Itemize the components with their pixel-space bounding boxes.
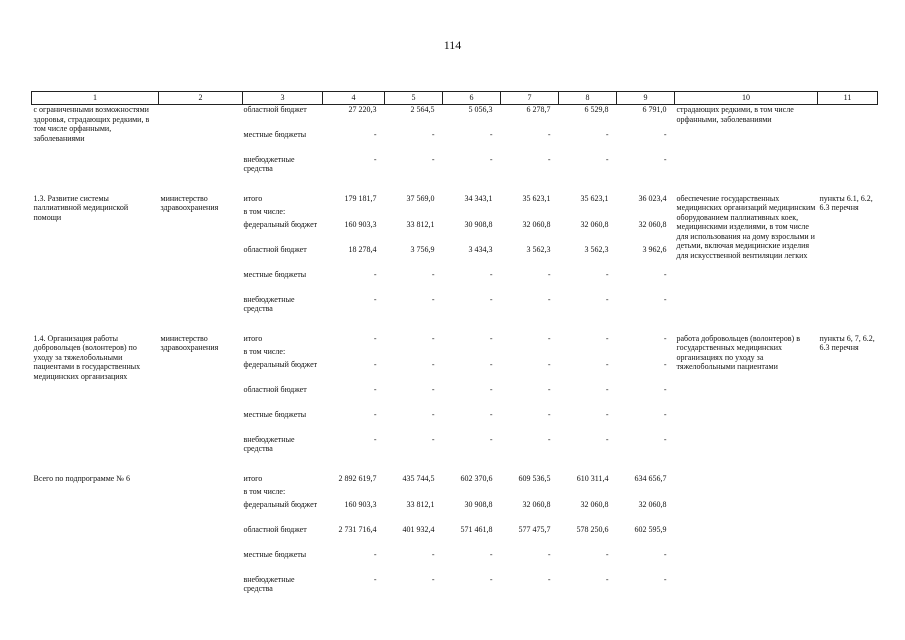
amount-cell-year-6 — [617, 347, 675, 360]
amount-cell-year-4: - — [547, 434, 551, 444]
funding-source-label: областной бюджет — [243, 524, 307, 534]
amount-cell-year-3 — [443, 487, 501, 500]
budget-table — [31, 91, 878, 600]
amount-cell-year-3: - — [489, 269, 493, 279]
funding-source-label: местные бюджеты — [243, 409, 307, 419]
amount-cell-year-4: - — [547, 549, 551, 559]
amount-cell-year-6: - — [663, 333, 667, 343]
executor-name: министерство здравоохранения — [160, 193, 219, 212]
amount-cell-year-2 — [385, 207, 443, 220]
funding-source-label: местные бюджеты — [243, 269, 307, 279]
amount-cell-year-6: - — [663, 359, 667, 369]
amount-cell-year-4: - — [547, 129, 551, 139]
amount-cell-year-4: - — [547, 154, 551, 164]
amount-cell-year-6: - — [663, 269, 667, 279]
amount-cell-year-6: - — [663, 409, 667, 419]
amount-cell-year-1: 2 892 619,7 — [338, 473, 377, 483]
funding-source-label: местные бюджеты — [243, 549, 307, 559]
amount-cell-year-3: 30 908,8 — [464, 499, 493, 509]
amount-cell-year-6: - — [663, 154, 667, 164]
funding-source-label: внебюджетные средства — [243, 434, 295, 453]
table-body — [32, 105, 878, 600]
block-spacer — [32, 320, 878, 334]
amount-cell-year-3: - — [489, 359, 493, 369]
amount-cell-year-2: - — [431, 359, 435, 369]
amount-cell-year-3 — [443, 207, 501, 220]
table-row — [32, 474, 878, 487]
funding-source-label: внебюджетные средства — [243, 574, 295, 593]
funding-source-label: областной бюджет — [243, 244, 307, 254]
amount-cell-year-5: 6 529,8 — [584, 105, 609, 114]
amount-cell-year-2 — [385, 487, 443, 500]
amount-cell-year-1: - — [373, 154, 377, 164]
expected-result — [675, 474, 818, 600]
amount-cell-year-4 — [501, 347, 559, 360]
funding-source-label: внебюджетные средства — [243, 294, 295, 313]
amount-cell-year-5: 3 562,3 — [584, 244, 609, 254]
amount-cell-year-6: - — [663, 294, 667, 304]
funding-source-label: итого — [243, 473, 263, 483]
amount-cell-year-6: - — [663, 384, 667, 394]
amount-cell-year-2: - — [431, 384, 435, 394]
amount-cell-year-5: - — [605, 549, 609, 559]
amount-cell-year-4 — [501, 207, 559, 220]
column-header-5: 5 — [385, 92, 443, 105]
block-spacer — [32, 460, 878, 474]
amount-cell-year-3: - — [489, 384, 493, 394]
amount-cell-year-6: - — [663, 549, 667, 559]
column-header-8: 8 — [559, 92, 617, 105]
column-header-2: 2 — [159, 92, 243, 105]
amount-cell-year-5: - — [605, 269, 609, 279]
amount-cell-year-4: 609 536,5 — [518, 473, 551, 483]
amount-cell-year-5: - — [605, 434, 609, 444]
amount-cell-year-3: 571 461,8 — [460, 524, 493, 534]
block-spacer — [32, 180, 878, 194]
amount-cell-year-2: 37 569,0 — [406, 193, 435, 203]
amount-cell-year-4: - — [547, 294, 551, 304]
amount-cell-year-5: - — [605, 129, 609, 139]
amount-cell-year-1: - — [373, 359, 377, 369]
amount-cell-year-1: 179 181,7 — [344, 193, 377, 203]
column-header-11: 11 — [818, 92, 878, 105]
amount-cell-year-3: 34 343,1 — [464, 193, 493, 203]
funding-source-label: в том числе: — [243, 346, 286, 356]
amount-cell-year-1: 160 903,3 — [344, 499, 377, 509]
column-header-6: 6 — [443, 92, 501, 105]
funding-source-label: областной бюджет — [243, 105, 307, 114]
amount-cell-year-4: 3 562,3 — [526, 244, 551, 254]
amount-cell-year-4: 35 623,1 — [522, 193, 551, 203]
amount-cell-year-5: 578 250,6 — [576, 524, 609, 534]
amount-cell-year-5: - — [605, 333, 609, 343]
amount-cell-year-1: 18 278,4 — [348, 244, 377, 254]
amount-cell-year-1: - — [373, 549, 377, 559]
executor-name — [159, 474, 243, 600]
amount-cell-year-5 — [559, 207, 617, 220]
amount-cell-year-5 — [559, 487, 617, 500]
expected-result: обеспечение государственных медицинских организаций медицинским оборудованием паллиативных коек, медицинскими изделиями, в том числе для использования на дому взрослыми и детьми, включая медицинские изделия для искусственной вентиляции легких — [676, 193, 816, 260]
amount-cell-year-3: - — [489, 574, 493, 584]
amount-cell-year-5: - — [605, 574, 609, 584]
amount-cell-year-3: - — [489, 549, 493, 559]
amount-cell-year-2: - — [431, 549, 435, 559]
indicator-reference — [818, 105, 878, 180]
executor-name: министерство здравоохранения — [160, 333, 219, 352]
funding-source-label: федеральный бюджет — [243, 359, 318, 369]
amount-cell-year-2: 33 812,1 — [406, 499, 435, 509]
column-header-1: 1 — [32, 92, 159, 105]
amount-cell-year-3: 3 434,3 — [468, 244, 493, 254]
amount-cell-year-2: - — [431, 129, 435, 139]
amount-cell-year-4 — [501, 487, 559, 500]
amount-cell-year-2: - — [431, 574, 435, 584]
amount-cell-year-1: - — [373, 574, 377, 584]
amount-cell-year-3: 602 370,6 — [460, 473, 493, 483]
amount-cell-year-1 — [323, 207, 385, 220]
amount-cell-year-6 — [617, 487, 675, 500]
amount-cell-year-4: - — [547, 409, 551, 419]
amount-cell-year-6: - — [663, 129, 667, 139]
amount-cell-year-2: 435 744,5 — [402, 473, 435, 483]
funding-source-label: федеральный бюджет — [243, 219, 318, 229]
amount-cell-year-4: - — [547, 359, 551, 369]
table-row — [32, 334, 878, 347]
expected-result: работа добровольцев (волонтеров) в государственных медицинских организациях по уходу за тяжелобольными пациентами — [676, 333, 800, 371]
amount-cell-year-1: - — [373, 269, 377, 279]
indicator-reference: пункты 6, 7, 6.2, 6.3 перечня — [819, 333, 875, 352]
amount-cell-year-2: 3 756,9 — [410, 244, 435, 254]
column-header-3: 3 — [243, 92, 323, 105]
amount-cell-year-2: 33 812,1 — [406, 219, 435, 229]
amount-cell-year-6 — [617, 207, 675, 220]
amount-cell-year-2: - — [431, 434, 435, 444]
amount-cell-year-5: 35 623,1 — [580, 193, 609, 203]
amount-cell-year-6: 602 595,9 — [634, 524, 667, 534]
table-row — [32, 194, 878, 207]
amount-cell-year-3: 5 056,3 — [468, 105, 493, 114]
amount-cell-year-3: - — [489, 434, 493, 444]
amount-cell-year-6: 3 962,6 — [642, 244, 667, 254]
amount-cell-year-4: 6 278,7 — [526, 105, 551, 114]
amount-cell-year-6: 32 060,8 — [638, 499, 667, 509]
amount-cell-year-4: - — [547, 384, 551, 394]
amount-cell-year-1: - — [373, 409, 377, 419]
header-row — [32, 92, 878, 105]
amount-cell-year-1: 160 903,3 — [344, 219, 377, 229]
column-header-9: 9 — [617, 92, 675, 105]
amount-cell-year-2: 2 564,5 — [410, 105, 435, 114]
amount-cell-year-1: 2 731 716,4 — [338, 524, 377, 534]
measure-name: с ограниченными возможностями здоровья, страдающих редкими, в том числе орфанными, заболеваниями — [33, 105, 150, 143]
amount-cell-year-6: - — [663, 574, 667, 584]
amount-cell-year-2: - — [431, 269, 435, 279]
amount-cell-year-2: - — [431, 294, 435, 304]
funding-source-label: местные бюджеты — [243, 129, 307, 139]
amount-cell-year-5: - — [605, 154, 609, 164]
measure-name: 1.4. Организация работы добровольцев (волонтеров) по уходу за тяжелобольными пациентами в государственных медицинских организациях — [33, 333, 141, 381]
amount-cell-year-1 — [323, 487, 385, 500]
amount-cell-year-3: 30 908,8 — [464, 219, 493, 229]
amount-cell-year-6: - — [663, 434, 667, 444]
amount-cell-year-6: 634 656,7 — [634, 473, 667, 483]
funding-source-label: итого — [243, 333, 263, 343]
funding-source-label: итого — [243, 193, 263, 203]
funding-source-label: федеральный бюджет — [243, 499, 318, 509]
amount-cell-year-4: - — [547, 333, 551, 343]
executor-name — [159, 105, 243, 180]
amount-cell-year-6: 32 060,8 — [638, 219, 667, 229]
amount-cell-year-3 — [443, 347, 501, 360]
amount-cell-year-2 — [385, 347, 443, 360]
amount-cell-year-3: - — [489, 409, 493, 419]
expected-result: страдающих редкими, в том числе орфанными, заболеваниями — [676, 105, 794, 124]
amount-cell-year-3: - — [489, 154, 493, 164]
amount-cell-year-4: - — [547, 269, 551, 279]
amount-cell-year-5: - — [605, 384, 609, 394]
amount-cell-year-2: 401 932,4 — [402, 524, 435, 534]
funding-source-label: в том числе: — [243, 486, 286, 496]
amount-cell-year-6: 36 023,4 — [638, 193, 667, 203]
amount-cell-year-1: - — [373, 294, 377, 304]
amount-cell-year-5: 32 060,8 — [580, 499, 609, 509]
funding-source-label: в том числе: — [243, 206, 286, 216]
column-header-4: 4 — [323, 92, 385, 105]
amount-cell-year-3: - — [489, 294, 493, 304]
amount-cell-year-4: 577 475,7 — [518, 524, 551, 534]
amount-cell-year-5: - — [605, 359, 609, 369]
amount-cell-year-4: 32 060,8 — [522, 499, 551, 509]
table-row — [32, 105, 878, 130]
amount-cell-year-6: 6 791,0 — [642, 105, 667, 114]
amount-cell-year-1: - — [373, 333, 377, 343]
amount-cell-year-5: - — [605, 294, 609, 304]
measure-name: 1.3. Развитие системы паллиативной медицинской помощи — [33, 193, 129, 222]
page-number: 114 — [443, 38, 462, 52]
column-header-10: 10 — [675, 92, 818, 105]
funding-source-label: областной бюджет — [243, 384, 307, 394]
amount-cell-year-1 — [323, 347, 385, 360]
amount-cell-year-3: - — [489, 333, 493, 343]
amount-cell-year-4: 32 060,8 — [522, 219, 551, 229]
amount-cell-year-3: - — [489, 129, 493, 139]
amount-cell-year-2: - — [431, 333, 435, 343]
table-header — [32, 92, 878, 105]
amount-cell-year-5: 32 060,8 — [580, 219, 609, 229]
indicator-reference: пункты 6.1, 6.2, 6.3 перечня — [819, 193, 873, 212]
amount-cell-year-2: - — [431, 154, 435, 164]
amount-cell-year-2: - — [431, 409, 435, 419]
amount-cell-year-1: 27 220,3 — [348, 105, 377, 114]
amount-cell-year-4: - — [547, 574, 551, 584]
amount-cell-year-5: - — [605, 409, 609, 419]
funding-source-label: внебюджетные средства — [243, 154, 295, 173]
indicator-reference — [818, 474, 878, 600]
measure-name: Всего по подпрограмме № 6 — [33, 473, 130, 483]
column-header-7: 7 — [501, 92, 559, 105]
amount-cell-year-1: - — [373, 129, 377, 139]
amount-cell-year-5 — [559, 347, 617, 360]
amount-cell-year-5: 610 311,4 — [576, 473, 609, 483]
amount-cell-year-1: - — [373, 384, 377, 394]
amount-cell-year-1: - — [373, 434, 377, 444]
